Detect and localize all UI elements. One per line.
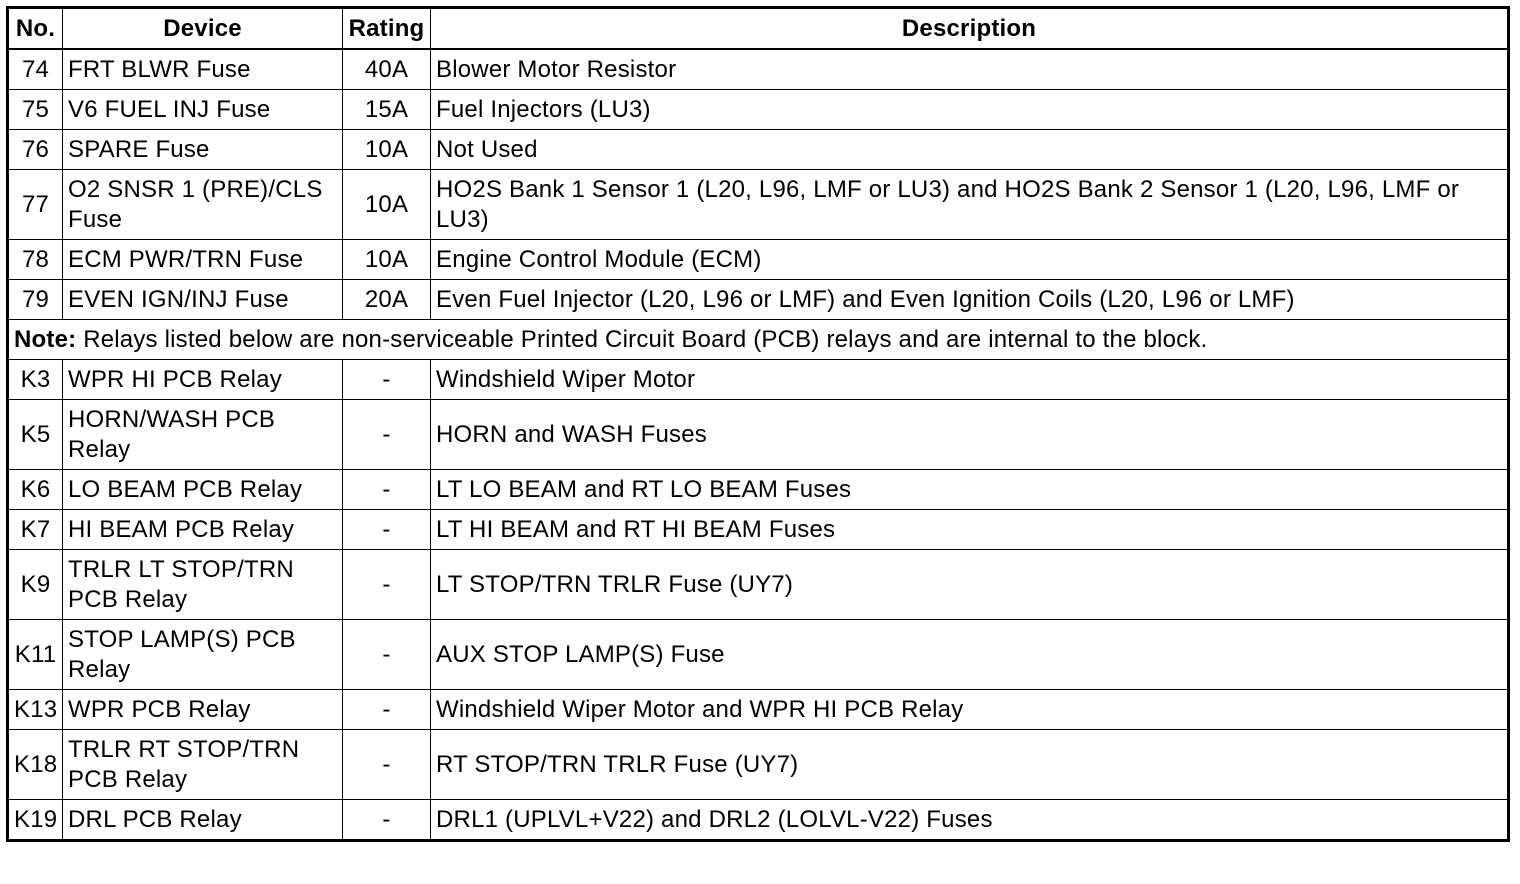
- cell-device: WPR HI PCB Relay: [63, 360, 343, 400]
- cell-device: SPARE Fuse: [63, 130, 343, 170]
- cell-rating: 10A: [343, 130, 431, 170]
- table-row: [8, 730, 1509, 800]
- header-device: Device: [63, 8, 343, 50]
- cell-description: Engine Control Module (ECM): [431, 240, 1509, 280]
- cell-description: Windshield Wiper Motor and WPR HI PCB Relay: [431, 690, 1509, 730]
- cell-device: DRL PCB Relay: [63, 800, 343, 841]
- cell-no: 79: [8, 280, 63, 320]
- header-rating: Rating: [343, 8, 431, 50]
- cell-device: O2 SNSR 1 (PRE)/CLS Fuse: [63, 170, 343, 240]
- cell-rating: -: [343, 510, 431, 550]
- note-label: Note:: [14, 326, 77, 353]
- cell-description: LT LO BEAM and RT LO BEAM Fuses: [431, 470, 1509, 510]
- cell-no: 75: [8, 90, 63, 130]
- cell-device: WPR PCB Relay: [63, 690, 343, 730]
- cell-rating: -: [343, 470, 431, 510]
- cell-rating: 10A: [343, 170, 431, 240]
- cell-rating: -: [343, 730, 431, 800]
- cell-description: Fuel Injectors (LU3): [431, 90, 1509, 130]
- cell-description: HO2S Bank 1 Sensor 1 (L20, L96, LMF or LU3) and HO2S Bank 2 Sensor 1 (L20, L96, LMF or LU3): [431, 170, 1509, 240]
- cell-rating: -: [343, 550, 431, 620]
- cell-no: K18: [8, 730, 63, 800]
- cell-device: HORN/WASH PCB Relay: [63, 400, 343, 470]
- cell-device: TRLR RT STOP/TRN PCB Relay: [63, 730, 343, 800]
- table-row: [8, 280, 1509, 320]
- cell-no: K13: [8, 690, 63, 730]
- table-row: [8, 240, 1509, 280]
- cell-no: K7: [8, 510, 63, 550]
- cell-device: FRT BLWR Fuse: [63, 49, 343, 90]
- table-row: [8, 360, 1509, 400]
- note-text: Relays listed below are non-serviceable Printed Circuit Board (PCB) relays and are internal to the block.: [76, 326, 1208, 353]
- header-row: [8, 8, 1509, 50]
- cell-rating: -: [343, 690, 431, 730]
- table-row: [8, 620, 1509, 690]
- cell-description: Windshield Wiper Motor: [431, 360, 1509, 400]
- table-row: [8, 800, 1509, 841]
- cell-no: K6: [8, 470, 63, 510]
- cell-rating: 15A: [343, 90, 431, 130]
- fuse-relay-table: [6, 6, 1510, 842]
- table-row: [8, 550, 1509, 620]
- cell-device: TRLR LT STOP/TRN PCB Relay: [63, 550, 343, 620]
- header-description: Description: [431, 8, 1509, 50]
- cell-no: 74: [8, 49, 63, 90]
- cell-rating: 20A: [343, 280, 431, 320]
- cell-no: 77: [8, 170, 63, 240]
- cell-no: K11: [8, 620, 63, 690]
- cell-device: LO BEAM PCB Relay: [63, 470, 343, 510]
- cell-device: STOP LAMP(S) PCB Relay: [63, 620, 343, 690]
- cell-device: EVEN IGN/INJ Fuse: [63, 280, 343, 320]
- cell-no: K9: [8, 550, 63, 620]
- cell-description: Not Used: [431, 130, 1509, 170]
- cell-description: AUX STOP LAMP(S) Fuse: [431, 620, 1509, 690]
- cell-rating: -: [343, 620, 431, 690]
- table-row: [8, 400, 1509, 470]
- cell-no: K19: [8, 800, 63, 841]
- cell-device: ECM PWR/TRN Fuse: [63, 240, 343, 280]
- cell-rating: -: [343, 800, 431, 841]
- table-row: [8, 49, 1509, 90]
- cell-rating: -: [343, 400, 431, 470]
- cell-description: HORN and WASH Fuses: [431, 400, 1509, 470]
- cell-rating: -: [343, 360, 431, 400]
- cell-description: DRL1 (UPLVL+V22) and DRL2 (LOLVL-V22) Fuses: [431, 800, 1509, 841]
- cell-device: V6 FUEL INJ Fuse: [63, 90, 343, 130]
- cell-no: K5: [8, 400, 63, 470]
- table-row: [8, 470, 1509, 510]
- table-row: [8, 130, 1509, 170]
- cell-no: 76: [8, 130, 63, 170]
- cell-description: Blower Motor Resistor: [431, 49, 1509, 90]
- table-row: [8, 90, 1509, 130]
- cell-description: LT STOP/TRN TRLR Fuse (UY7): [431, 550, 1509, 620]
- cell-no: K3: [8, 360, 63, 400]
- table-row: [8, 510, 1509, 550]
- cell-description: LT HI BEAM and RT HI BEAM Fuses: [431, 510, 1509, 550]
- cell-rating: 40A: [343, 49, 431, 90]
- note-cell: [8, 320, 1509, 360]
- table-row: [8, 170, 1509, 240]
- cell-rating: 10A: [343, 240, 431, 280]
- cell-description: Even Fuel Injector (L20, L96 or LMF) and Even Ignition Coils (L20, L96 or LMF): [431, 280, 1509, 320]
- header-no: No.: [8, 8, 63, 50]
- cell-device: HI BEAM PCB Relay: [63, 510, 343, 550]
- cell-description: RT STOP/TRN TRLR Fuse (UY7): [431, 730, 1509, 800]
- cell-no: 78: [8, 240, 63, 280]
- note-row: [8, 320, 1509, 360]
- table-row: [8, 690, 1509, 730]
